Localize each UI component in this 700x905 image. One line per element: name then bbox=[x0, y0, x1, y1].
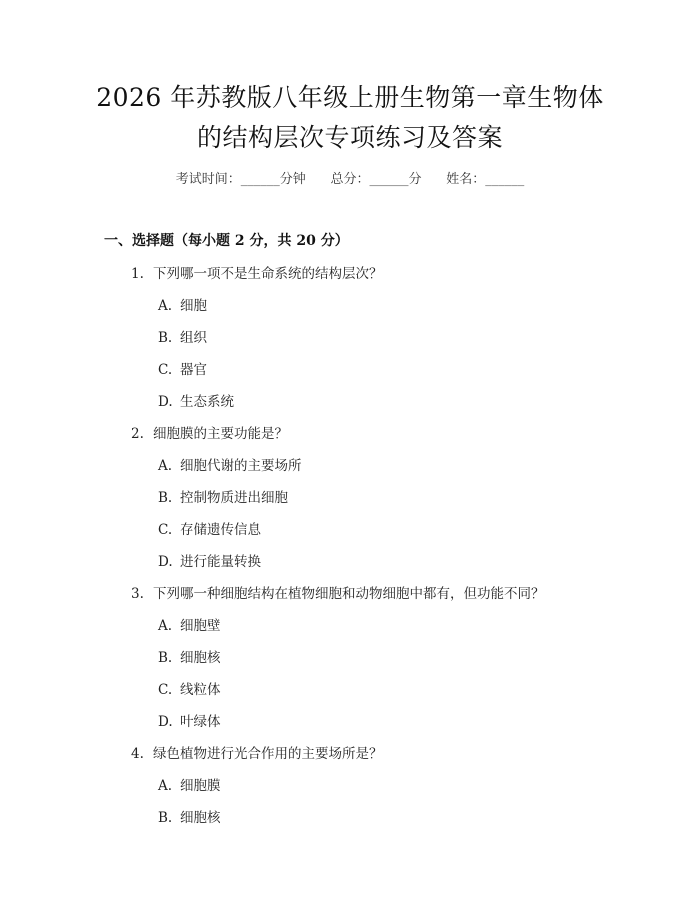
option-letter: A. bbox=[158, 618, 173, 634]
question-2 bbox=[131, 422, 288, 442]
option-4a bbox=[158, 774, 221, 794]
option-letter: D. bbox=[158, 394, 173, 410]
page-title bbox=[0, 78, 700, 158]
title-line-1: 2026 年苏教版八年级上册生物第一章生物体 bbox=[96, 83, 604, 112]
option-text: 控制物质进出细胞 bbox=[180, 490, 288, 506]
option-letter: C. bbox=[158, 522, 173, 538]
question-text: 绿色植物进行光合作用的主要场所是？ bbox=[153, 746, 383, 762]
option-letter: A. bbox=[158, 778, 173, 794]
option-text: 细胞代谢的主要场所 bbox=[180, 458, 302, 474]
exam-meta-line: 考试时间：______分钟 总分：______分 姓名：______ bbox=[175, 172, 525, 187]
option-letter: B. bbox=[158, 330, 173, 346]
option-text: 细胞核 bbox=[180, 810, 221, 826]
option-text: 细胞膜 bbox=[180, 778, 221, 794]
option-text: 线粒体 bbox=[180, 682, 221, 698]
option-letter: A. bbox=[158, 458, 173, 474]
option-2c bbox=[158, 518, 261, 538]
question-4 bbox=[131, 742, 383, 762]
option-2a bbox=[158, 454, 302, 474]
option-1a bbox=[158, 294, 207, 314]
option-3c bbox=[158, 678, 221, 698]
option-4b bbox=[158, 806, 221, 826]
option-text: 生态系统 bbox=[180, 394, 234, 410]
question-3 bbox=[131, 582, 545, 602]
option-1d bbox=[158, 390, 234, 410]
option-text: 器官 bbox=[180, 362, 207, 378]
option-text: 细胞壁 bbox=[180, 618, 221, 634]
option-letter: B. bbox=[158, 650, 173, 666]
option-letter: A. bbox=[158, 298, 173, 314]
option-letter: C. bbox=[158, 362, 173, 378]
option-letter: B. bbox=[158, 490, 173, 506]
option-text: 组织 bbox=[180, 330, 207, 346]
option-text: 存储遗传信息 bbox=[180, 522, 261, 538]
option-3b bbox=[158, 646, 221, 666]
section-heading: 一、选择题（每小题 2 分，共 20 分） bbox=[104, 233, 349, 249]
option-2b bbox=[158, 486, 288, 506]
option-text: 细胞核 bbox=[180, 650, 221, 666]
option-letter: B. bbox=[158, 810, 173, 826]
question-1 bbox=[131, 262, 383, 282]
question-number: 1. bbox=[131, 266, 144, 282]
title-line-2: 的结构层次专项练习及答案 bbox=[196, 123, 503, 152]
option-1c bbox=[158, 358, 207, 378]
question-number: 2. bbox=[131, 426, 144, 442]
option-3a bbox=[158, 614, 221, 634]
option-1b bbox=[158, 326, 207, 346]
question-number: 3. bbox=[131, 586, 144, 602]
option-3d bbox=[158, 710, 221, 730]
option-text: 进行能量转换 bbox=[180, 554, 261, 570]
option-text: 叶绿体 bbox=[180, 714, 221, 730]
question-text: 细胞膜的主要功能是？ bbox=[153, 426, 288, 442]
question-number: 4. bbox=[131, 746, 144, 762]
option-2d bbox=[158, 550, 261, 570]
question-text: 下列哪一项不是生命系统的结构层次？ bbox=[153, 266, 383, 282]
question-text: 下列哪一种细胞结构在植物细胞和动物细胞中都有，但功能不同？ bbox=[153, 586, 545, 602]
option-text: 细胞 bbox=[180, 298, 207, 314]
option-letter: D. bbox=[158, 554, 173, 570]
option-letter: C. bbox=[158, 682, 173, 698]
option-letter: D. bbox=[158, 714, 173, 730]
